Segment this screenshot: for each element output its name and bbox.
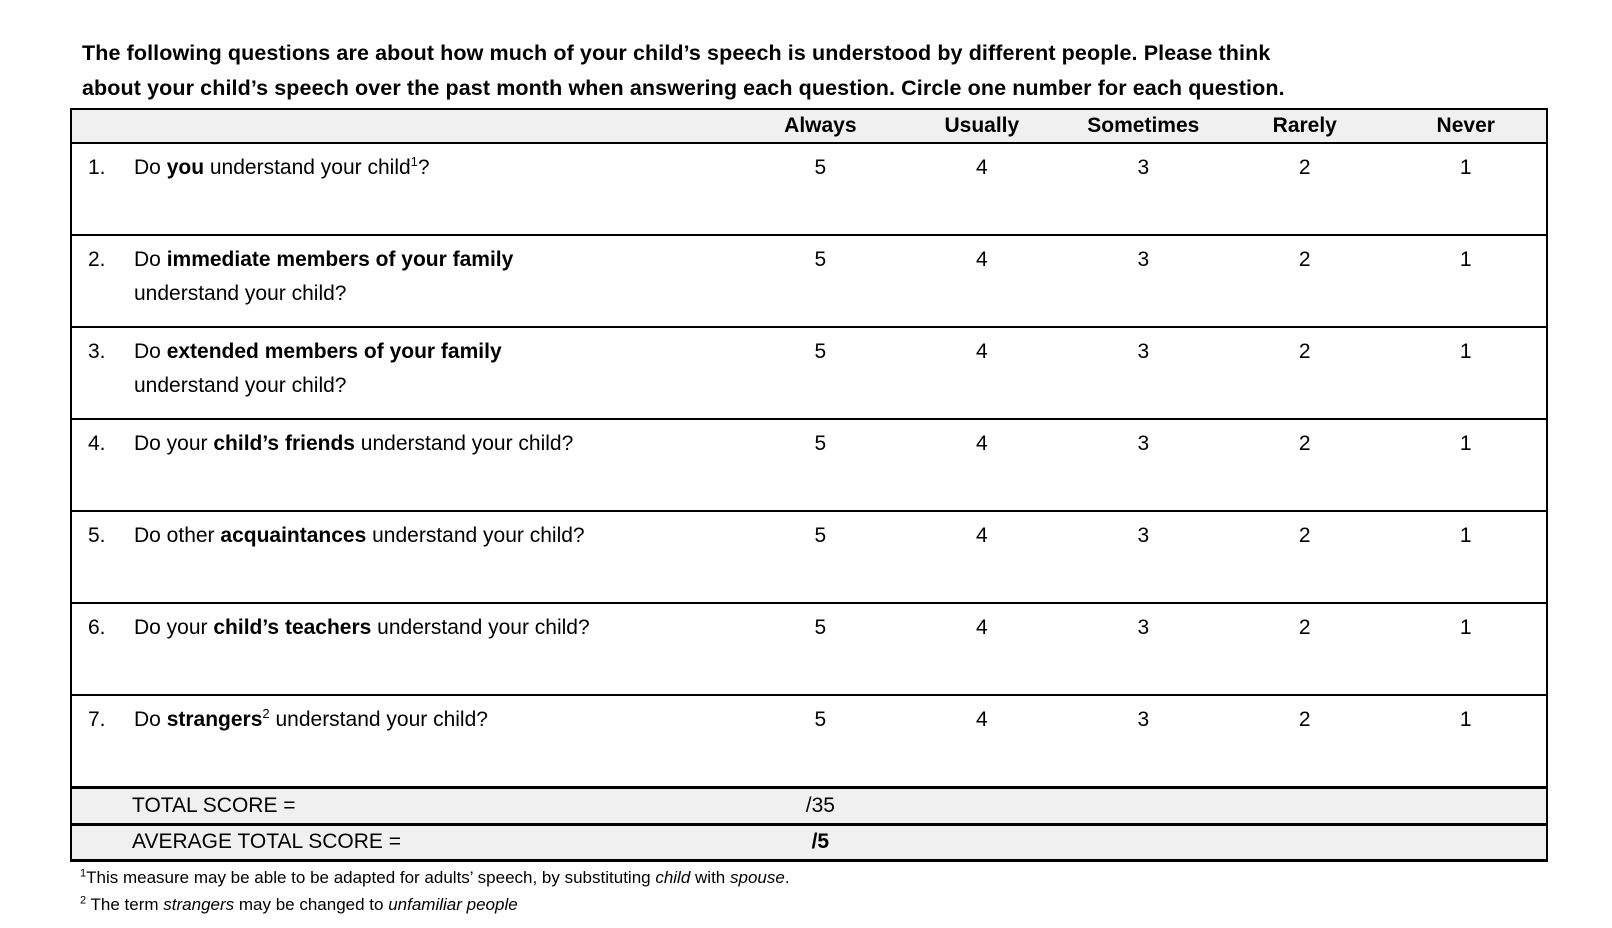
- score-option-3[interactable]: 3: [1137, 524, 1150, 547]
- score-option-1[interactable]: 1: [1459, 708, 1472, 731]
- score-option-4[interactable]: 4: [975, 708, 988, 731]
- question-number: 6.: [88, 616, 106, 639]
- score-option-4[interactable]: 4: [975, 524, 988, 547]
- question-cell: [71, 511, 740, 603]
- score-option-2[interactable]: 2: [1298, 340, 1311, 363]
- question-row: [71, 419, 1547, 511]
- score-option-1[interactable]: 1: [1459, 432, 1472, 455]
- col-header-rarely: Rarely: [1272, 114, 1337, 137]
- question-text: Do strangers$^2$ understand your child?: [134, 706, 488, 731]
- question-cell: [71, 327, 740, 419]
- score-option-4[interactable]: 4: [975, 340, 988, 363]
- question-cell: [71, 695, 740, 787]
- total-score-value: /35: [805, 793, 835, 817]
- question-row: [71, 235, 1547, 327]
- total-score-row: [71, 787, 1547, 824]
- instructions-line-2: about your child’s speech over the past month when answering each question. Circle one number for each question.: [82, 76, 1285, 100]
- score-option-5[interactable]: 5: [814, 340, 827, 363]
- question-text: Do other acquaintances understand your child?: [134, 524, 585, 547]
- score-option-1[interactable]: 1: [1459, 616, 1472, 639]
- score-option-3[interactable]: 3: [1137, 156, 1150, 179]
- question-row: [71, 143, 1547, 235]
- question-cell: [71, 603, 740, 695]
- score-option-1[interactable]: 1: [1459, 524, 1472, 547]
- score-option-3[interactable]: 3: [1137, 708, 1150, 731]
- average-total-score-row: [71, 824, 1547, 860]
- score-option-2[interactable]: 2: [1298, 248, 1311, 271]
- score-option-4[interactable]: 4: [975, 156, 988, 179]
- score-option-1[interactable]: 1: [1459, 340, 1472, 363]
- question-row: [71, 695, 1547, 787]
- footnote-1: $^1$This measure may be able to be adapted for adults’ speech, by substituting child with spouse.: [80, 867, 790, 887]
- question-row: [71, 603, 1547, 695]
- question-number: 5.: [88, 524, 106, 547]
- score-option-5[interactable]: 5: [814, 616, 827, 639]
- score-option-3[interactable]: 3: [1137, 616, 1150, 639]
- instructions-line-1: The following questions are about how much of your child’s speech is understood by different people. Please think: [82, 41, 1271, 65]
- question-text: Do immediate members of your family understand your child?: [134, 248, 514, 305]
- average-total-score-label: AVERAGE TOTAL SCORE =: [132, 830, 402, 853]
- col-header-usually: Usually: [944, 114, 1020, 137]
- score-option-4[interactable]: 4: [975, 616, 988, 639]
- col-header-always: Always: [784, 114, 857, 137]
- col-header-never: Never: [1436, 114, 1495, 137]
- score-option-2[interactable]: 2: [1298, 432, 1311, 455]
- question-number: 4.: [88, 432, 106, 455]
- question-number: 2.: [88, 248, 106, 271]
- score-option-2[interactable]: 2: [1298, 156, 1311, 179]
- question-cell: [71, 419, 740, 511]
- score-option-3[interactable]: 3: [1137, 248, 1150, 271]
- score-option-2[interactable]: 2: [1298, 524, 1311, 547]
- question-row: [71, 511, 1547, 603]
- rating-header-row: [71, 109, 1547, 143]
- instructions-paragraph: [82, 36, 1482, 106]
- footnote-2: $^2$ The term strangers may be changed to unfamiliar people: [80, 894, 518, 914]
- score-option-5[interactable]: 5: [814, 524, 827, 547]
- score-option-5[interactable]: 5: [814, 432, 827, 455]
- question-number: 7.: [88, 708, 106, 731]
- question-number: 1.: [88, 156, 106, 179]
- score-option-5[interactable]: 5: [814, 156, 827, 179]
- score-option-4[interactable]: 4: [975, 432, 988, 455]
- total-score-label: TOTAL SCORE =: [132, 793, 296, 817]
- score-option-5[interactable]: 5: [814, 708, 827, 731]
- score-option-5[interactable]: 5: [814, 248, 827, 271]
- score-option-1[interactable]: 1: [1459, 156, 1472, 179]
- question-text: Do you understand your child$^1$?: [134, 154, 430, 179]
- footnotes: [80, 864, 790, 918]
- score-option-3[interactable]: 3: [1137, 340, 1150, 363]
- question-number: 3.: [88, 340, 106, 363]
- question-text: Do your child’s friends understand your child?: [134, 432, 574, 455]
- question-column-header: [71, 109, 740, 143]
- score-option-2[interactable]: 2: [1298, 616, 1311, 639]
- score-option-1[interactable]: 1: [1459, 248, 1472, 271]
- question-cell: [71, 235, 740, 327]
- score-option-4[interactable]: 4: [975, 248, 988, 271]
- col-header-sometimes: Sometimes: [1087, 114, 1200, 137]
- intelligibility-table: [70, 108, 1548, 862]
- question-row: [71, 327, 1547, 419]
- score-option-3[interactable]: 3: [1137, 432, 1150, 455]
- score-option-2[interactable]: 2: [1298, 708, 1311, 731]
- average-total-score-value: /5: [811, 830, 830, 853]
- question-text: Do your child’s teachers understand your child?: [134, 616, 590, 639]
- question-text: Do extended members of your family understand your child?: [134, 340, 502, 397]
- question-cell: [71, 143, 740, 235]
